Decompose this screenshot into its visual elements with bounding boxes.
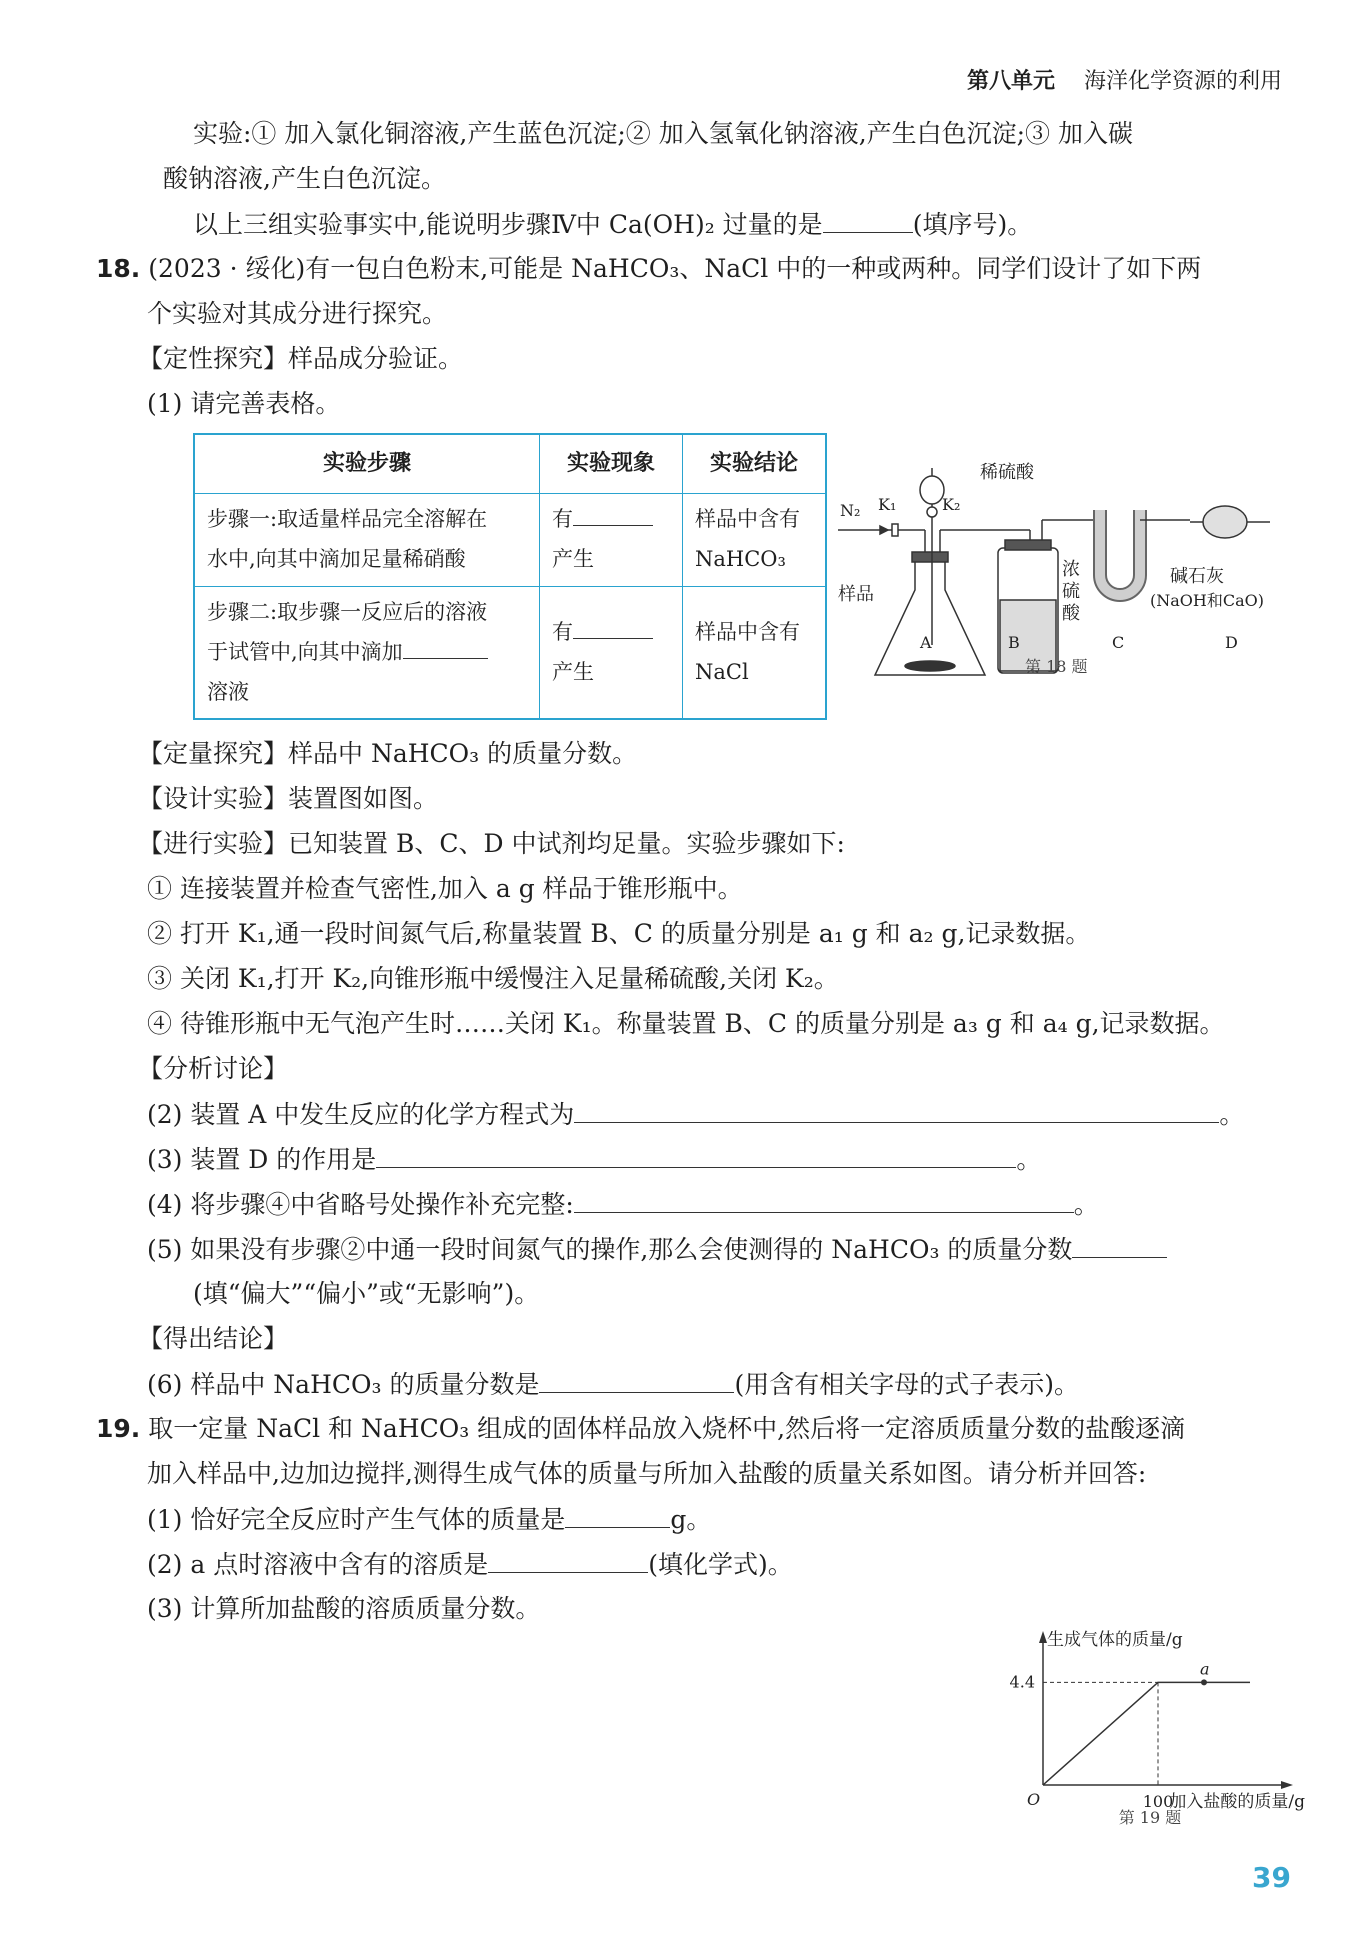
label-b: B <box>1008 633 1020 652</box>
chart-caption: 第 19 题 <box>1118 1808 1182 1825</box>
q18-line1 <box>96 253 1201 286</box>
part-text: (3) 装置 D 的作用是 <box>147 1145 377 1174</box>
cell-text: 步骤一:取适量样品完全溶解在 <box>207 507 488 531</box>
table-cell-step <box>194 494 540 587</box>
answer-blank[interactable] <box>573 614 653 639</box>
cell-text: NaHCO₃ <box>695 546 786 571</box>
y-axis-arrow <box>1039 1631 1047 1643</box>
q18-part4 <box>147 1188 1099 1222</box>
part-text: (2) 装置 A 中发生反应的化学方程式为 <box>147 1100 575 1129</box>
table-header: 实验结论 <box>683 434 827 494</box>
q19-part2 <box>147 1548 793 1582</box>
label-acid: 稀硫酸 <box>980 462 1034 483</box>
cell-text: 有 <box>552 619 573 644</box>
answer-blank[interactable] <box>574 1188 1074 1213</box>
question-number: 19. <box>96 1414 141 1443</box>
table-cell-conclusion <box>683 494 827 587</box>
experiment-table <box>193 433 827 720</box>
step-4: ④ 待锥形瓶中无气泡产生时……关闭 K₁。称量装置 B、C 的质量分别是 a₃ g 和 a₄ g,记录数据。 <box>147 1009 1225 1038</box>
table-row <box>194 586 826 719</box>
origin-label: O <box>1027 1790 1041 1809</box>
apparatus-figure <box>830 460 1290 685</box>
qualitative-heading: 【定性探究】样品成分验证。 <box>138 344 464 373</box>
drying-tube <box>1203 506 1247 538</box>
q19-stem: 取一定量 NaCl 和 NaHCO₃ 组成的固体样品放入烧杯中,然后将一定溶质质量分数的盐酸逐滴 <box>148 1414 1186 1443</box>
step-1: ① 连接装置并检查气密性,加入 a g 样品于锥形瓶中。 <box>147 874 743 903</box>
answer-blank[interactable] <box>823 208 913 233</box>
cell-text: 产生 <box>552 659 594 684</box>
q19-line2: 加入样品中,边加边搅拌,测得生成气体的质量与所加入盐酸的质量关系如图。请分析并回答: <box>147 1459 1147 1488</box>
cell-text: 产生 <box>552 546 594 571</box>
data-point-a <box>1201 1679 1207 1685</box>
question-number: 18. <box>96 254 141 283</box>
design-heading: 【设计实验】装置图如图。 <box>138 784 439 813</box>
answer-blank[interactable] <box>1072 1233 1167 1258</box>
label-d: D <box>1225 633 1238 652</box>
label-conc: 硫 <box>1062 581 1080 602</box>
series-line <box>1043 1682 1250 1785</box>
q18-line2: 个实验对其成分进行探究。 <box>147 299 448 328</box>
q18-part1: (1) 请完善表格。 <box>147 389 341 418</box>
cell-text: 于试管中,向其中滴加 <box>207 639 403 664</box>
analysis-heading: 【分析讨论】 <box>138 1054 289 1083</box>
q17-line3-post: (填序号)。 <box>912 210 1033 239</box>
gas-mass-chart <box>995 1625 1305 1825</box>
label-c: C <box>1112 633 1125 652</box>
conical-flask <box>875 560 985 675</box>
q17-line2: 酸钠溶液,产生白色沉淀。 <box>163 164 446 193</box>
q18-part5 <box>147 1233 1167 1267</box>
page-header <box>967 68 1282 97</box>
cell-text: 有 <box>552 507 573 531</box>
part-text: g。 <box>670 1505 712 1534</box>
conduct-heading: 【进行实验】已知装置 B、C、D 中试剂均足量。实验步骤如下: <box>138 829 845 858</box>
table-header: 实验现象 <box>540 434 683 494</box>
part-text: (6) 样品中 NaHCO₃ 的质量分数是 <box>147 1370 540 1399</box>
table-cell-phenomenon <box>540 494 683 587</box>
cell-text: 样品中含有 <box>695 507 800 531</box>
point-label: a <box>1200 1659 1210 1679</box>
part-text: (2) a 点时溶液中含有的溶质是 <box>147 1550 489 1579</box>
y-axis-label: 生成气体的质量/g <box>1047 1630 1183 1650</box>
q17-line3 <box>193 208 1032 242</box>
answer-blank[interactable] <box>376 1143 1016 1168</box>
x-axis-arrow <box>1281 1781 1293 1789</box>
label-lime-comp: (NaOH和CaO) <box>1150 591 1264 610</box>
part-text: (填化学式)。 <box>648 1550 793 1579</box>
label-sample: 样品 <box>838 584 874 605</box>
x-axis-label: 加入盐酸的质量/g <box>1169 1792 1305 1812</box>
label-n2: N₂ <box>840 501 861 520</box>
cell-text: 水中,向其中滴加足量稀硝酸 <box>207 546 466 571</box>
page-number: 39 <box>1252 1861 1291 1894</box>
figure-caption: 第 18 题 <box>1025 657 1088 676</box>
cell-text: 样品中含有 <box>695 619 800 644</box>
table-cell-phenomenon <box>540 586 683 719</box>
answer-blank[interactable] <box>403 634 488 659</box>
q19-part1 <box>147 1503 711 1537</box>
q18-part2 <box>147 1098 1244 1132</box>
label-lime: 碱石灰 <box>1170 566 1224 587</box>
table-cell-conclusion <box>683 586 827 719</box>
table-cell-step <box>194 586 540 719</box>
period: 。 <box>1073 1190 1099 1219</box>
conclusion-heading: 【得出结论】 <box>138 1324 289 1353</box>
period: 。 <box>1219 1100 1245 1129</box>
y-tick-label: 4.4 <box>1009 1672 1035 1692</box>
answer-blank[interactable] <box>488 1548 648 1573</box>
q17-line3-pre: 以上三组实验事实中,能说明步骤Ⅳ中 Ca(OH)₂ 过量的是 <box>193 210 823 239</box>
q18-part5-cont: (填“偏大”“偏小”或“无影响”)。 <box>193 1279 540 1308</box>
part-text: (5) 如果没有步骤②中通一段时间氮气的操作,那么会使测得的 NaHCO₃ 的质量分数 <box>147 1235 1073 1264</box>
q18-stem: (2023 · 绥化)有一包白色粉末,可能是 NaHCO₃、NaCl 中的一种或两种。同学们设计了如下两 <box>148 254 1202 283</box>
q19-part3: (3) 计算所加盐酸的溶质质量分数。 <box>147 1594 541 1623</box>
label-conc: 浓 <box>1062 559 1080 580</box>
period: 。 <box>1016 1145 1042 1174</box>
q17-line1: 实验:① 加入氯化铜溶液,产生蓝色沉淀;② 加入氢氧化钠溶液,产生白色沉淀;③ 加入碳 <box>193 119 1134 148</box>
quantitative-heading: 【定量探究】样品中 NaHCO₃ 的质量分数。 <box>138 739 638 768</box>
cell-text: NaCl <box>695 659 749 684</box>
table-header: 实验步骤 <box>194 434 540 494</box>
answer-blank[interactable] <box>574 1098 1219 1123</box>
label-a: A <box>920 633 932 652</box>
answer-blank[interactable] <box>565 1503 670 1528</box>
part-text: (1) 恰好完全反应时产生气体的质量是 <box>147 1505 566 1534</box>
x-tick-label: 100 <box>1142 1792 1174 1811</box>
unit-label: 第八单元 <box>966 69 1055 94</box>
answer-blank[interactable] <box>573 501 653 526</box>
q18-part6 <box>147 1368 1079 1402</box>
part-text: (4) 将步骤④中省略号处操作补充完整: <box>147 1190 574 1219</box>
q19-line1 <box>96 1413 1185 1446</box>
part-text: (用含有相关字母的式子表示)。 <box>734 1370 1079 1399</box>
label-k2: K₂ <box>942 495 961 514</box>
label-conc: 酸 <box>1062 603 1080 624</box>
cell-text: 步骤二:取步骤一反应后的溶液 <box>207 599 488 624</box>
cell-text: 溶液 <box>207 679 249 704</box>
label-k1: K₁ <box>878 495 897 514</box>
step-2: ② 打开 K₁,通一段时间氮气后,称量装置 B、C 的质量分别是 a₁ g 和 a₂ g,记录数据。 <box>147 919 1091 948</box>
q18-part3 <box>147 1143 1041 1177</box>
table-row <box>194 494 826 587</box>
unit-title: 海洋化学资源的利用 <box>1083 69 1282 94</box>
step-3: ③ 关闭 K₁,打开 K₂,向锥形瓶中缓慢注入足量稀硫酸,关闭 K₂。 <box>147 964 839 993</box>
answer-blank[interactable] <box>539 1368 734 1393</box>
